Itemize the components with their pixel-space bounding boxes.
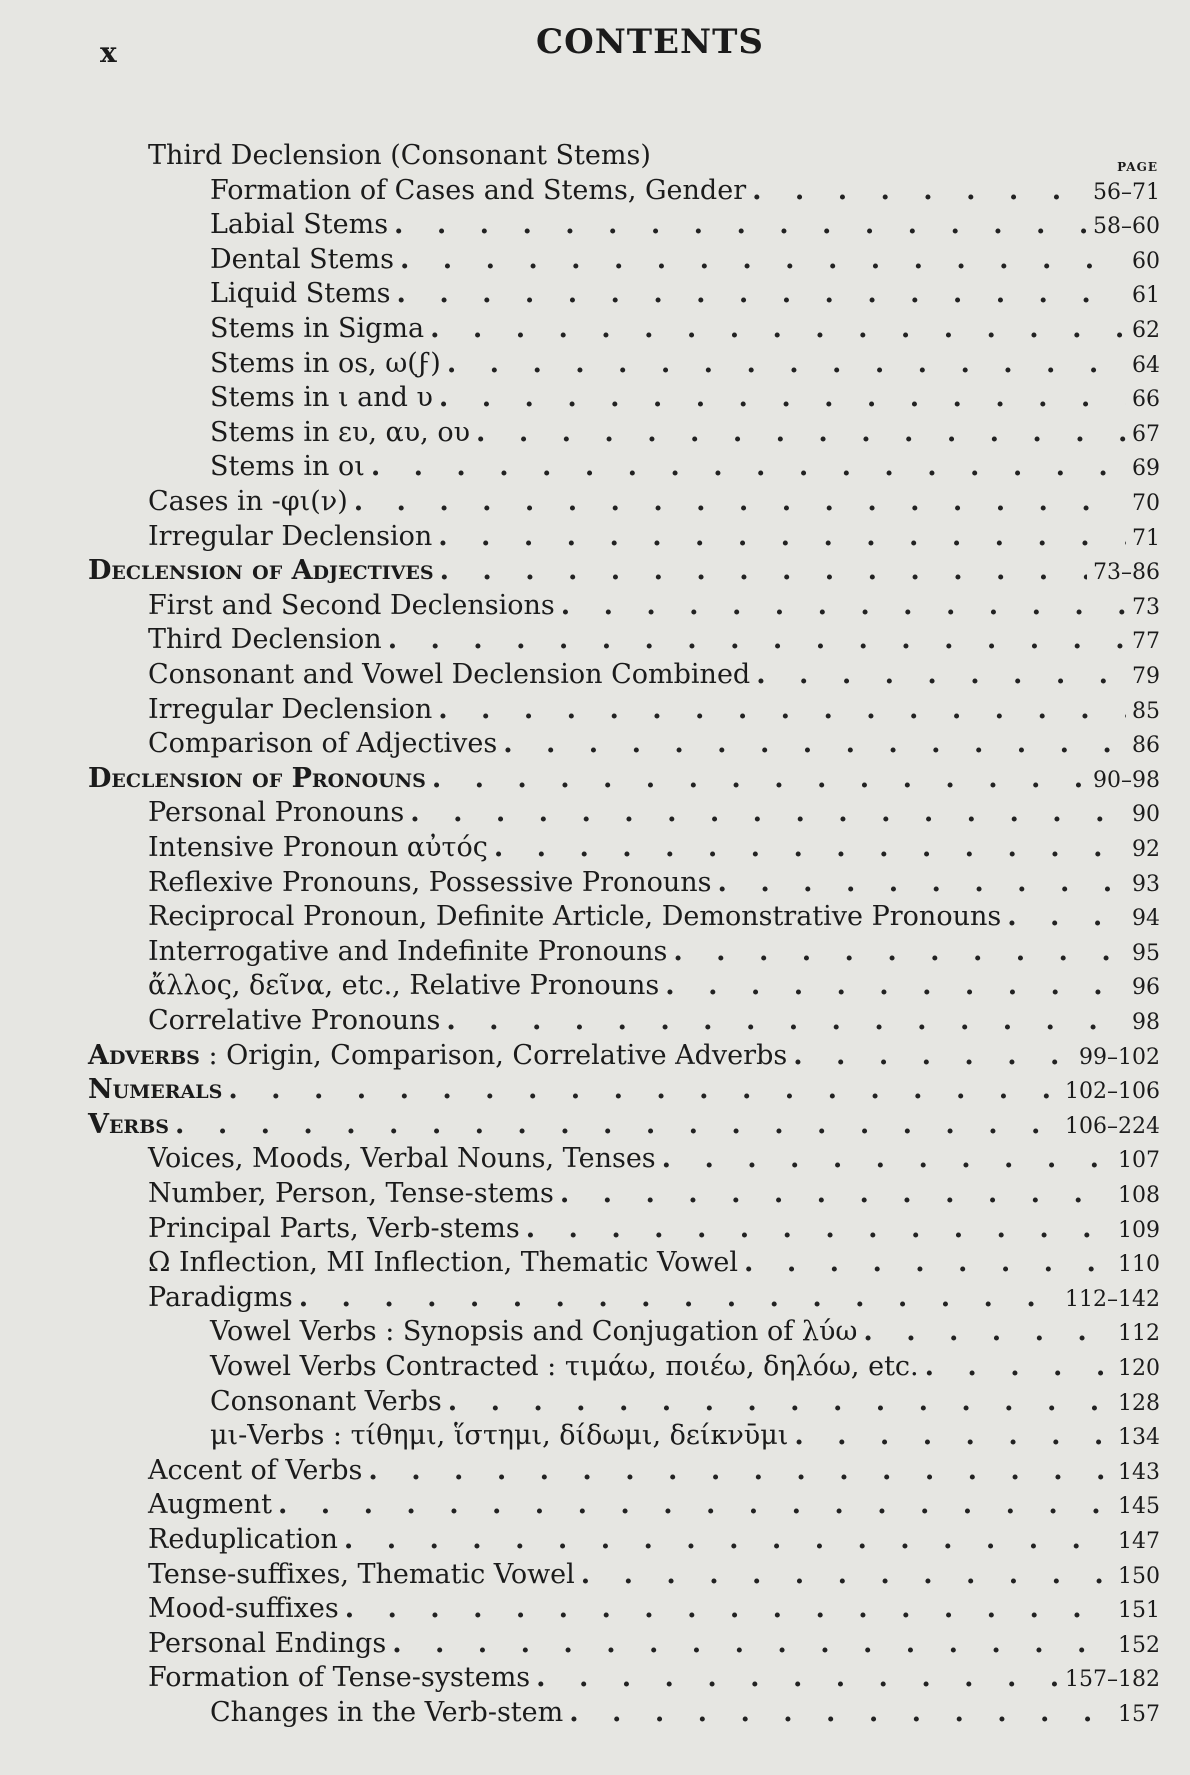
dot-leader — [1007, 901, 1126, 932]
toc-entry-pages: 79 — [1132, 664, 1160, 689]
toc-entry — [0, 728, 1190, 762]
toc-entry-title: Accent of Verbs — [148, 1454, 363, 1486]
toc-entry-title: Vowel Verbs Contracted : τιμάω, ποιέω, δηλόω, etc. — [210, 1351, 919, 1382]
toc-entry-title: Personal Pronouns — [148, 797, 405, 829]
toc-entry-pages: 62 — [1132, 318, 1160, 343]
toc-entry-pages: 151 — [1118, 1598, 1160, 1624]
toc-entry — [0, 659, 1190, 693]
toc-entry — [0, 1040, 1190, 1074]
toc-entry-pages: 64 — [1132, 352, 1160, 378]
toc-entry-title: Stems in οs, ω(ϝ) — [210, 347, 441, 379]
toc-entry — [0, 1386, 1190, 1420]
toc-entry-pages: 109 — [1118, 1217, 1160, 1243]
toc-entry-pages: 128 — [1118, 1390, 1160, 1416]
dot-leader — [368, 1455, 1112, 1486]
dot-leader — [439, 382, 1126, 413]
toc-entry-pages: 67 — [1132, 421, 1160, 447]
dot-leader — [438, 521, 1126, 552]
dot-leader — [371, 451, 1126, 482]
toc-entry-title: Stems in Sigma — [210, 313, 425, 344]
toc-entry-pages: 152 — [1118, 1632, 1160, 1658]
toc-entry-title: Irregular Declension — [148, 520, 433, 552]
toc-entry-pages: 71 — [1132, 525, 1160, 551]
toc-entry-pages: 120 — [1118, 1356, 1160, 1381]
toc-entry-pages: 143 — [1118, 1459, 1160, 1485]
toc-entry-pages: 150 — [1118, 1563, 1160, 1589]
toc-entry — [0, 486, 1190, 520]
toc-entry-pages: 94 — [1132, 906, 1160, 932]
toc-entry-title: Reduplication — [148, 1524, 338, 1555]
dot-leader — [752, 175, 1087, 206]
toc-entry-title: Declension of Adjectives — [88, 555, 434, 587]
dot-leader — [756, 659, 1126, 690]
toc-entry-title: Adverbs : Origin, Comparison, Correlative Adverbs — [88, 1039, 788, 1071]
toc-entry-pages: 157–182 — [1065, 1667, 1160, 1693]
dot-leader — [744, 1247, 1112, 1278]
dot-leader — [494, 832, 1126, 863]
dot-leader — [175, 1109, 1059, 1140]
dot-leader — [397, 278, 1126, 309]
toc-entry-title: Correlative Pronouns — [148, 1005, 441, 1036]
dot-leader — [299, 1282, 1059, 1313]
toc-entry — [0, 382, 1190, 416]
dot-leader — [394, 209, 1087, 240]
dot-leader — [447, 348, 1126, 379]
dot-leader — [432, 763, 1087, 794]
toc-entry-title: Personal Endings — [148, 1627, 387, 1659]
toc-entry — [0, 901, 1190, 935]
toc-entry-pages: 85 — [1132, 698, 1160, 724]
toc-entry-title: Principal Parts, Verb-stems — [148, 1212, 520, 1244]
toc-entry — [0, 1524, 1190, 1558]
toc-entry-title: Reciprocal Pronoun, Definite Article, Demonstrative Pronouns — [148, 901, 1002, 933]
dot-leader — [718, 867, 1126, 898]
dot-leader — [793, 1040, 1073, 1071]
toc-entry — [0, 1697, 1190, 1731]
dot-leader — [560, 1178, 1112, 1209]
toc-entry-pages: 95 — [1132, 940, 1160, 966]
toc-entry-pages: 70 — [1132, 491, 1160, 516]
dot-leader — [438, 694, 1126, 725]
toc-entry — [0, 867, 1190, 901]
toc-entry — [0, 244, 1190, 278]
toc-entry-pages: 110 — [1118, 1252, 1160, 1278]
toc-entry-title: Stems in ευ, αυ, ου — [210, 416, 471, 448]
dot-leader — [228, 1074, 1059, 1105]
toc-entry — [0, 1109, 1190, 1143]
toc-entry-title: Cases in -φι(ν) — [148, 486, 348, 517]
toc-entry-pages: 145 — [1118, 1494, 1160, 1520]
toc-entry-pages: 112–142 — [1065, 1286, 1160, 1312]
toc-entry — [0, 936, 1190, 970]
toc-entry-title: Declension of Pronouns — [88, 762, 426, 794]
dot-leader — [446, 1005, 1126, 1036]
toc-entry — [0, 1662, 1190, 1696]
toc-entry-title: Formation of Tense-systems — [148, 1662, 531, 1694]
toc-entry-title: μι-Verbs : τίθημι, ἵστημι, δίδωμι, δείκνῡμι — [210, 1420, 789, 1452]
toc-entry-title: Tense-suffixes, Thematic Vowel — [148, 1558, 575, 1590]
dot-leader — [662, 1143, 1112, 1174]
toc-entry-title: Reflexive Pronouns, Possessive Pronouns — [148, 866, 712, 898]
toc-entry-pages: 96 — [1132, 975, 1160, 1001]
dot-leader — [925, 1351, 1112, 1382]
toc-entry-pages: 102–106 — [1065, 1079, 1160, 1105]
toc-entry-pages: 73–86 — [1093, 560, 1160, 586]
dot-leader — [440, 555, 1087, 586]
toc-entry-title: Comparison of Adjectives — [148, 728, 498, 760]
dot-leader — [503, 728, 1126, 759]
toc-entry-title: Changes in the Verb-stem — [210, 1697, 564, 1728]
toc-entry — [0, 417, 1190, 451]
toc-entry — [0, 348, 1190, 382]
toc-entry — [0, 1316, 1190, 1350]
toc-entry-pages: 77 — [1132, 629, 1160, 655]
dot-leader — [863, 1316, 1112, 1347]
toc-entry-title: Ω Inflection, MI Inflection, Thematic Vowel — [148, 1247, 739, 1279]
toc-entry — [0, 1282, 1190, 1316]
dot-leader — [581, 1559, 1112, 1590]
toc-entry-pages: 157 — [1118, 1702, 1160, 1727]
toc-entry-pages: 60 — [1132, 248, 1160, 274]
toc-entry-title: Dental Stems — [210, 243, 394, 275]
dot-leader — [476, 417, 1126, 448]
toc-entry-title: Number, Person, Tense-stems — [148, 1178, 554, 1209]
toc-entry-title: Interrogative and Indefinite Pronouns — [148, 935, 668, 967]
dot-leader — [673, 936, 1126, 967]
toc-entry — [0, 590, 1190, 624]
toc-entry — [0, 278, 1190, 312]
toc-entry — [0, 175, 1190, 209]
toc-entry-pages: 73 — [1132, 594, 1160, 620]
dot-leader — [526, 1213, 1112, 1244]
toc-entry-pages: 56–71 — [1093, 179, 1160, 205]
dot-leader — [392, 1628, 1112, 1659]
toc-entry-title: ἄλλος, δεῖνα, etc., Relative Pronouns — [148, 970, 660, 1002]
dot-leader — [430, 313, 1126, 344]
toc-entry-title: Intensive Pronoun αὐτός — [148, 832, 488, 863]
dot-leader — [794, 1420, 1112, 1451]
toc-entry — [0, 1559, 1190, 1593]
toc-entry — [0, 209, 1190, 243]
toc-entry-pages: 134 — [1118, 1425, 1160, 1451]
toc-entry-pages: 107 — [1118, 1148, 1160, 1174]
toc-entry-pages: 69 — [1132, 456, 1160, 482]
dot-leader — [561, 590, 1126, 621]
dot-leader — [278, 1489, 1112, 1520]
toc-entry-title: Paradigms — [148, 1281, 293, 1313]
toc-entry-title: Verbs — [88, 1108, 170, 1140]
toc-entry — [0, 1489, 1190, 1523]
toc-entry-pages: 61 — [1132, 283, 1160, 309]
dot-leader — [354, 486, 1126, 517]
toc-entry-title: Stems in ι and υ — [210, 382, 433, 414]
toc-entry — [0, 832, 1190, 866]
toc-entry-pages: 99–102 — [1079, 1044, 1160, 1070]
toc-entry-pages: 98 — [1132, 1010, 1160, 1035]
toc-entry — [0, 970, 1190, 1004]
toc-entry-title: Mood-suffixes — [148, 1593, 339, 1625]
toc-entry-title: Vowel Verbs : Synopsis and Conjugation of λύω — [210, 1316, 858, 1348]
toc-entry — [0, 1178, 1190, 1212]
toc-entry — [0, 1213, 1190, 1247]
toc-entry-title: Augment — [148, 1489, 272, 1521]
toc-entry-title: Consonant Verbs — [210, 1385, 442, 1417]
toc-entry-pages: 147 — [1118, 1529, 1160, 1554]
toc-entry-title: Formation of Cases and Stems, Gender — [210, 174, 747, 206]
toc-entry — [0, 624, 1190, 658]
toc-entry-pages: 106–224 — [1065, 1113, 1160, 1139]
toc-entry — [0, 694, 1190, 728]
toc-entry — [0, 140, 1190, 174]
toc-entry-pages: 108 — [1118, 1183, 1160, 1208]
toc-entry — [0, 1351, 1190, 1385]
dot-leader — [400, 244, 1126, 275]
toc-entry-title: Third Declension (Consonant Stems) — [148, 140, 651, 171]
toc-entry-pages: 93 — [1132, 871, 1160, 897]
dot-leader — [448, 1386, 1112, 1417]
toc-entry-title: Numerals — [88, 1074, 223, 1106]
toc-entry — [0, 1074, 1190, 1108]
dot-leader — [569, 1697, 1112, 1728]
toc-entry-title: Third Declension — [148, 624, 382, 656]
dot-leader — [344, 1524, 1112, 1555]
toc-entry-title: Voices, Moods, Verbal Nouns, Tenses — [148, 1143, 656, 1175]
page-title: CONTENTS — [536, 22, 764, 62]
toc-entry — [0, 1628, 1190, 1662]
toc-entry-pages: 86 — [1132, 733, 1160, 759]
toc-entry — [0, 1005, 1190, 1039]
toc-entry — [0, 797, 1190, 831]
dot-leader — [410, 797, 1126, 828]
toc-entry — [0, 763, 1190, 797]
toc-entry — [0, 1143, 1190, 1177]
toc-entry — [0, 1455, 1190, 1489]
dot-leader — [536, 1662, 1059, 1693]
toc-entry — [0, 313, 1190, 347]
toc-entry-title: First and Second Declensions — [148, 589, 555, 621]
toc-entry-title: Consonant and Vowel Declension Combined — [148, 659, 751, 690]
toc-entry-pages: 90–98 — [1093, 767, 1160, 793]
toc-entry — [0, 1247, 1190, 1281]
toc-entry-pages: 112 — [1118, 1321, 1160, 1347]
toc-entry-title: Stems in οι — [210, 451, 365, 483]
page-number: x — [100, 36, 117, 69]
dot-leader — [345, 1593, 1112, 1624]
toc-entry-title: Liquid Stems — [210, 278, 391, 310]
toc-entry — [0, 521, 1190, 555]
toc-entry-pages: 66 — [1132, 387, 1160, 413]
toc-entry-title: Labial Stems — [210, 209, 389, 241]
toc-entry-pages: 92 — [1132, 837, 1160, 862]
toc-entry — [0, 1593, 1190, 1627]
dot-leader — [665, 970, 1126, 1001]
toc-entry — [0, 1420, 1190, 1454]
page-column-label: PAGE — [1117, 160, 1158, 174]
toc-entry-title: Irregular Declension — [148, 693, 433, 725]
toc-entry — [0, 555, 1190, 589]
dot-leader — [388, 624, 1126, 655]
toc-entry — [0, 451, 1190, 485]
toc-entry-pages: 58–60 — [1093, 214, 1160, 240]
toc-entry-pages: 90 — [1132, 802, 1160, 828]
